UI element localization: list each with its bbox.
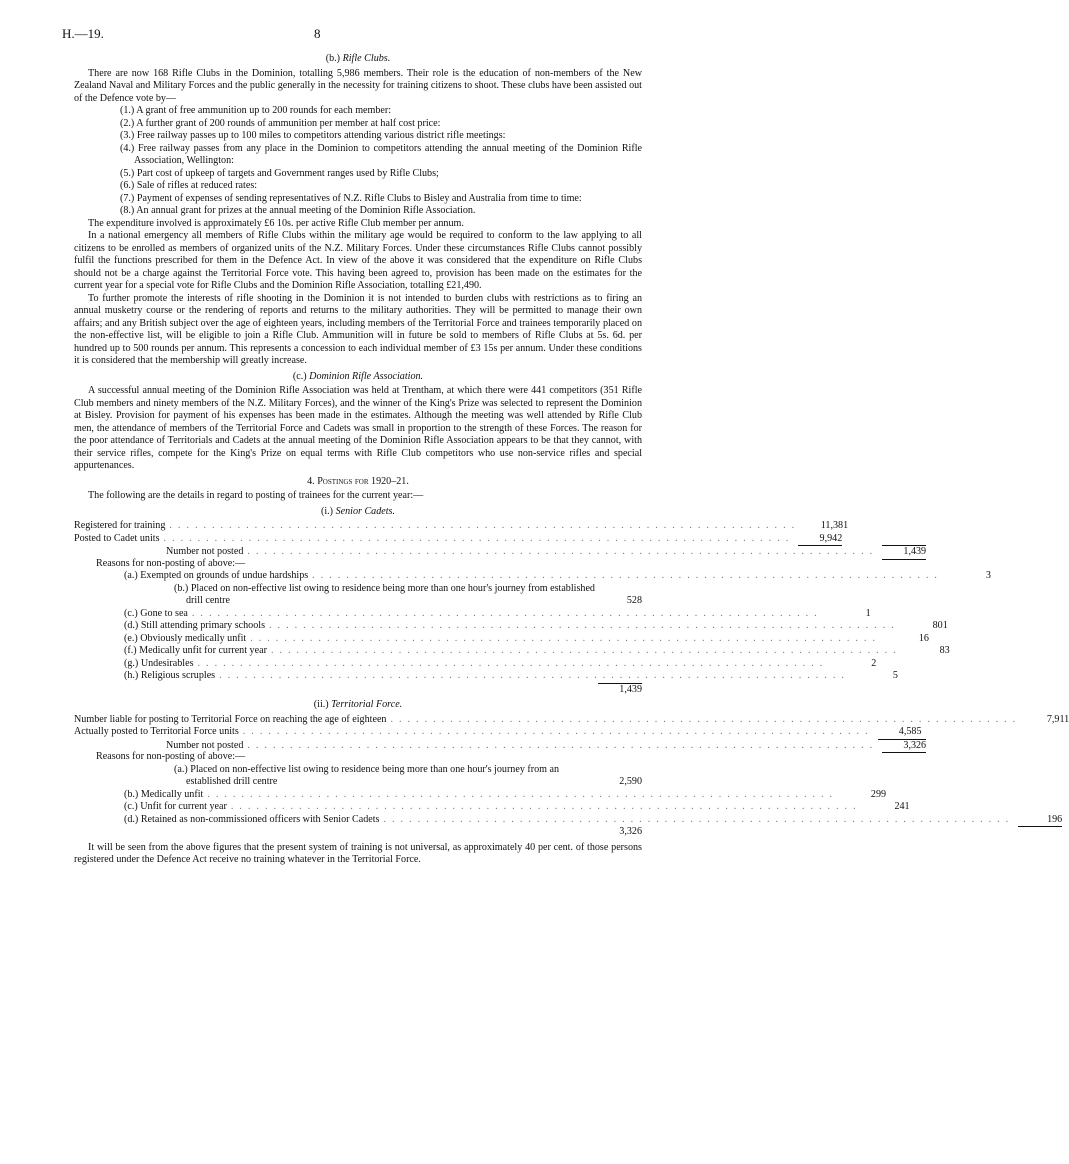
list-item: (7.) Payment of expenses of sending representatives of N.Z. Rifle Clubs to Bisley and Australia from time to time: [120,192,582,204]
table-row: Number not posted .......................................................................... 1,439 [74,545,642,558]
list-item: (1.) A grant of free ammunition up to 200 rounds for each member: [120,105,392,116]
table-row: (b.) Placed on non-effective list owing to residence being more than one hour's journey from established drill centre 528 [174,582,642,606]
page-header [62,26,638,44]
table-row: Posted to Cadet units .......................................................................... 9,942 [74,533,642,546]
page-content [74,50,1069,867]
rifle-clubs-emergency: In a national emergency all members of Rifle Clubs within the military age would be required to conform to the law applying to all citizens to be enrolled as members of organized units of the N.Z. Military Forces. Under these circumstances Rifle Clubs cannot possibly fulfil the functions prescribed for them in the Defence Act. In view of the above it was considered that the expenditure on Rifle Clubs should not be a charge against the Territorial Force vote. This having been agreed to, provision has been made on the estimates for the current year for a special vote for Rifle Clubs and the Dominion Rifle Association, totalling £21,490. [74,230,642,291]
subheading-territorial-force: (ii.) Territorial Force. [313,699,403,710]
list-item: (5.) Part cost of upkeep of targets and Government ranges used by Rifle Clubs; [120,167,439,179]
section-heading-postings: 4. Postings for 1920–21. [307,475,409,487]
list-item: (3.) Free railway passes up to 100 miles to competitors attending various district rifle meetings: [120,130,506,141]
subheading-senior-cadets: (i.) Senior Cadets. [320,505,396,517]
table-row: Number liable for posting to Territorial Force on reaching the age of eighteen .......................................................................... 7,911 [74,713,1069,725]
territorial-force-table [74,713,1069,839]
table-row: (c.) Gone to sea .......................................................................... 1 [124,607,871,619]
list-item: (4.) Free railway passes from any place in the Dominion to competitors attending the annual meeting of the Dominion Rifle Association, Wellington: [120,142,642,166]
table-row: Reasons for non-posting of above:— [96,751,246,762]
table-row: Reasons for non-posting of above:— [96,557,246,569]
table-row: (b.) Medically unfit .......................................................................... 299 [124,788,887,800]
list-item: (6.) Sale of rifles at reduced rates: [120,180,258,191]
rifle-clubs-assistance-list [74,105,642,218]
senior-cadets-table [74,520,991,696]
rifle-clubs-promotion: To further promote the interests of rifle shooting in the Dominion it is not intended to burden clubs with restrictions as to firing an annual musketry course or the rendering of reports and returns to the military authorities. They will be permitted to manage their own affairs; and any British subject over the age of eighteen years, including members of the Territorial Force and trainees temporarily placed on the non-effective list, will be eligible to join a Rifle Club. Ammunition will in future be sold to members of Rifle Clubs at 5s. 6d. per hundred up to 500 rounds per annum. This represents a concession to each individual member of £3 15s per annum. Under these conditions it is considered that the membership will greatly increase. [74,292,642,366]
list-item: (8.) An annual grant for prizes at the annual meeting of the Dominion Rifle Association. [120,205,476,216]
table-row: (d.) Retained as non-commissioned officers with Senior Cadets .......................................................................... 196 [74,814,642,827]
senior-cadets-total: 1,439 [74,683,642,697]
table-row: Actually posted to Territorial Force units .......................................................................... 4,585 [74,726,642,739]
dra-paragraph: A successful annual meeting of the Dominion Rifle Association was held at Trentham, at which there were 441 competitors (351 Rifle Club members and ninety members of the N.Z. Military Forces), and the winner of the King's Prize was selected to represent the Dominion at Bisley. Provision for payment of his expenses has been made in the estimates. Although the meeting was well attended by Rifle Club men, the attendance of members of the Territorial Force and Cadets was small in proportion to the strength of these Forces. The reason for the poor attendance of Territorials and Cadets at the annual meeting of the Dominion Rifle Association appears to be that they cannot, with their service rifles, compete for the King's Prize on equal terms with Rifle Club competitors who use non-service rifles and special appurtenances. [74,385,642,471]
list-item: (2.) A further grant of 200 rounds of ammunition per member at half cost price: [120,117,441,129]
table-row: Registered for training .......................................................................... 11,381 [74,520,849,531]
table-row: Number not posted .......................................................................... 3,326 [74,739,642,752]
table-row: (c.) Unfit for current year .......................................................................... 241 [124,801,910,812]
table-row: (f.) Medically unfit for current year .......................................................................... 83 [124,645,950,656]
rifle-clubs-intro: There are now 168 Rifle Clubs in the Dominion, totalling 5,986 members. Their role is the education of non-members of the New Zealand Naval and Military Forces and the public generally in the necessity for training citizens to shoot. These clubs have been assisted out of the Defence vote by— [74,67,642,104]
section-heading-dominion-rifle-association: (c.) Dominion Rifle Association. [292,370,424,382]
page-number: 8 [314,26,321,41]
postings-intro: The following are the details in regard to posting of trainees for the current year:— [88,490,424,501]
territorial-force-total: 3,326 [619,826,642,837]
table-row: (g.) Undesirables .......................................................................... 2 [124,657,877,669]
table-row: (e.) Obviously medically unfit .......................................................................... 16 [124,632,929,644]
postings-conclusion: It will be seen from the above figures that the present system of training is not universal, as approximately 40 per cent. of those persons registered under the Defence Act receive no training whatever in the Territorial Force. [74,841,642,865]
report-reference: H.—19. [62,26,104,41]
table-row: (a.) Placed on non-effective list owing to residence being more than one hour's journey from an established drill centre 2,590 [174,763,642,787]
section-heading-rifle-clubs: (b.) Rifle Clubs. [325,53,391,64]
table-row: (a.) Exempted on grounds of undue hardships .......................................................................... 3 [124,570,991,581]
table-row: (h.) Religious scruples .......................................................................... 5 [124,670,898,681]
table-row: (d.) Still attending primary schools .......................................................................... 801 [124,620,948,631]
rifle-clubs-expenditure: The expenditure involved is approximately £6 10s. per active Rifle Club member per annum. [88,217,464,229]
